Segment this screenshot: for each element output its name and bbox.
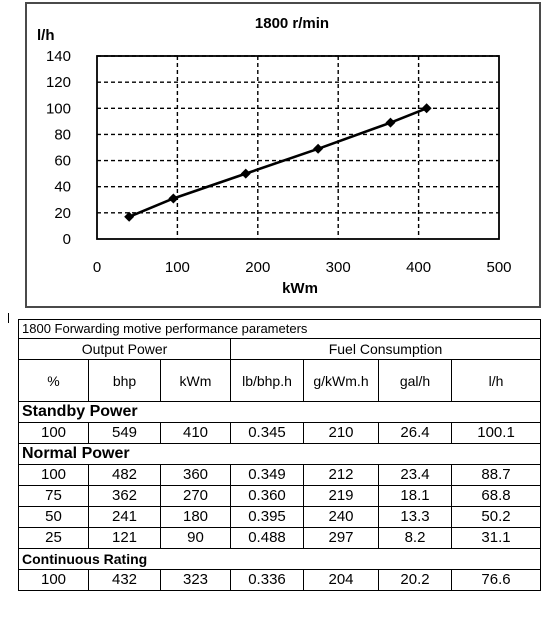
- x-tick-label: 100: [164, 259, 190, 276]
- column-header-kwm: kWm: [161, 360, 231, 402]
- table-cell: 0.349: [231, 465, 304, 486]
- fuel-consumption-header: Fuel Consumption: [231, 339, 541, 360]
- table-cell: 0.336: [231, 570, 304, 591]
- y-tick-label: 120: [45, 74, 71, 92]
- table-cell: 210: [304, 423, 379, 444]
- margin-mark: [8, 313, 9, 323]
- data-point: [168, 193, 178, 203]
- table-cell: 100: [19, 423, 89, 444]
- column-header-bhp: bhp: [89, 360, 161, 402]
- table-row: [19, 507, 541, 528]
- y-tick-label: 0: [62, 231, 71, 248]
- y-tick-label: 20: [54, 204, 71, 222]
- table-cell: 219: [304, 486, 379, 507]
- y-tick-label: 100: [45, 100, 71, 118]
- section-continuous-rating: Continuous Rating: [19, 549, 541, 570]
- table-cell: 212: [304, 465, 379, 486]
- x-tick-label: 500: [486, 259, 512, 276]
- table-row: [19, 570, 541, 591]
- table-row: [19, 465, 541, 486]
- chart-panel: [25, 2, 541, 308]
- table-cell: 297: [304, 528, 379, 549]
- table-cell: 362: [89, 486, 161, 507]
- column-header-percent: %: [19, 360, 89, 402]
- y-tick-label: 40: [54, 178, 71, 196]
- x-axis-label: kWm: [282, 280, 318, 297]
- x-tick-label: 400: [406, 259, 432, 276]
- table-cell: 323: [161, 570, 231, 591]
- section-standby-power: Standby Power: [19, 402, 541, 423]
- output-power-header: Output Power: [19, 339, 231, 360]
- table-cell: 180: [161, 507, 231, 528]
- table-cell: 90: [161, 528, 231, 549]
- table-row: [19, 423, 541, 444]
- table-cell: 549: [89, 423, 161, 444]
- y-tick-label: 80: [54, 126, 71, 144]
- chart-title: 1800 r/min: [254, 15, 330, 32]
- column-header-lb-bhp-h: lb/bhp.h: [231, 360, 304, 402]
- table-cell: 0.488: [231, 528, 304, 549]
- column-header-g-kwm-h: g/kWm.h: [304, 360, 379, 402]
- section-normal-power: Normal Power: [19, 444, 541, 465]
- fuel-consumption-chart: [27, 4, 539, 306]
- table-cell: 482: [89, 465, 161, 486]
- table-cell: 50.2: [452, 507, 541, 528]
- table-cell: 240: [304, 507, 379, 528]
- data-point: [385, 118, 395, 128]
- x-tick-label: 0: [92, 259, 102, 276]
- table-cell: 68.8: [452, 486, 541, 507]
- table-cell: 0.345: [231, 423, 304, 444]
- table-cell: 204: [304, 570, 379, 591]
- table-cell: 88.7: [452, 465, 541, 486]
- data-point: [422, 103, 432, 113]
- y-tick-label: 140: [45, 48, 71, 65]
- table-cell: 20.2: [379, 570, 452, 591]
- data-point: [241, 169, 251, 179]
- table-cell: 0.360: [231, 486, 304, 507]
- table-cell: 360: [161, 465, 231, 486]
- table-cell: 26.4: [379, 423, 452, 444]
- table-cell: 13.3: [379, 507, 452, 528]
- table-row: [19, 528, 541, 549]
- table-cell: 25: [19, 528, 89, 549]
- table-cell: 76.6: [452, 570, 541, 591]
- table-cell: 75: [19, 486, 89, 507]
- data-point: [313, 144, 323, 154]
- x-tick-label: 200: [245, 259, 271, 276]
- x-tick-label: 300: [325, 259, 351, 276]
- column-header-gal-h: gal/h: [379, 360, 452, 402]
- performance-table: [18, 319, 541, 591]
- y-axis-label: l/h: [37, 27, 55, 44]
- table-title: 1800 Forwarding motive performance parameters: [19, 320, 541, 339]
- table-cell: 100.1: [452, 423, 541, 444]
- y-tick-label: 60: [54, 152, 71, 170]
- table-cell: 241: [89, 507, 161, 528]
- table-cell: 121: [89, 528, 161, 549]
- table-cell: 100: [19, 570, 89, 591]
- table-cell: 410: [161, 423, 231, 444]
- table-cell: 31.1: [452, 528, 541, 549]
- table-cell: 100: [19, 465, 89, 486]
- table-cell: 18.1: [379, 486, 452, 507]
- table-cell: 8.2: [379, 528, 452, 549]
- plot-area-border: [97, 56, 499, 239]
- table-cell: 432: [89, 570, 161, 591]
- table-cell: 50: [19, 507, 89, 528]
- table-cell: 23.4: [379, 465, 452, 486]
- table-row: [19, 486, 541, 507]
- table-cell: 0.395: [231, 507, 304, 528]
- table-cell: 270: [161, 486, 231, 507]
- column-header-l-h: l/h: [452, 360, 541, 402]
